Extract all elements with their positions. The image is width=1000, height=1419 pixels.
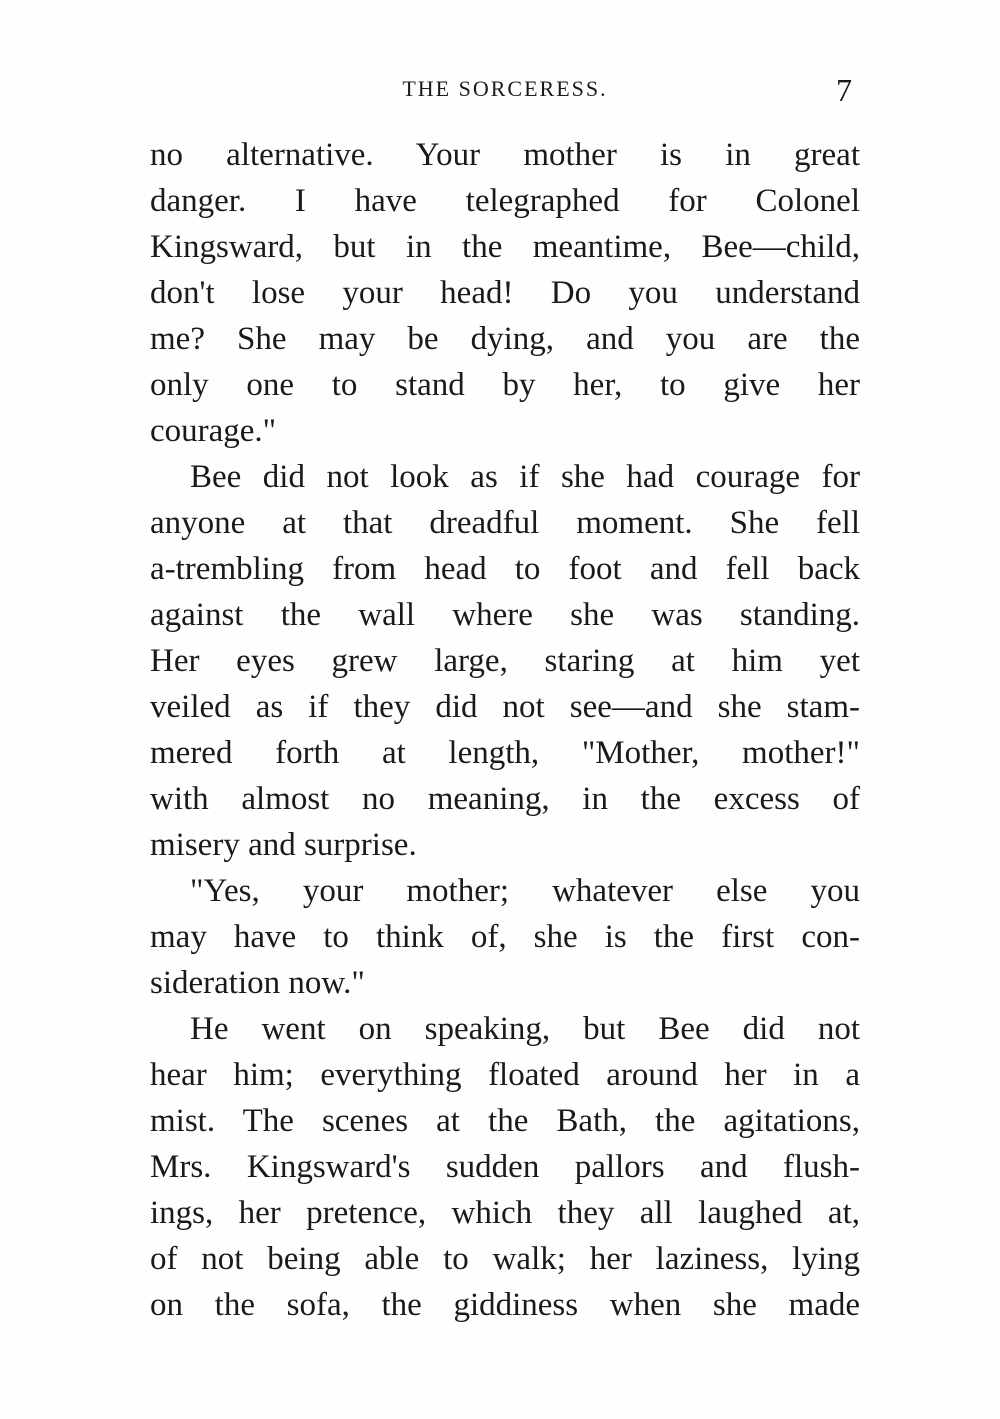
text-line: Her eyes grew large, staring at him yet [150, 643, 860, 679]
text-line: hear him; everything floated around her in a [150, 1057, 860, 1093]
text-line: Kingsward, but in the meantime, Bee—child, [150, 229, 860, 265]
running-head [150, 72, 860, 108]
text-line: "Yes, your mother; whatever else you [190, 873, 860, 909]
text-line: mered forth at length, "Mother, mother!" [150, 735, 860, 771]
text-line: misery and surprise. [150, 827, 417, 863]
text-line: with almost no meaning, in the excess of [150, 781, 860, 817]
text-line: me? She may be dying, and you are the [150, 321, 860, 357]
text-line: no alternative. Your mother is in great [150, 137, 860, 173]
text-line: only one to stand by her, to give her [150, 367, 860, 403]
text-line: on the sofa, the giddiness when she made [150, 1287, 860, 1323]
text-line: mist. The scenes at the Bath, the agitations, [150, 1103, 860, 1139]
text-line: a-trembling from head to foot and fell back [150, 551, 860, 587]
text-line: don't lose your head! Do you understand [150, 275, 860, 311]
text-line: against the wall where she was standing. [150, 597, 860, 633]
running-title: THE SORCERESS. [402, 76, 608, 101]
text-line: sideration now." [150, 965, 365, 1001]
text-line: of not being able to walk; her laziness, lying [150, 1241, 860, 1277]
text-line: veiled as if they did not see—and she stam- [150, 689, 860, 725]
text-line: Mrs. Kingsward's sudden pallors and flush- [150, 1149, 860, 1185]
text-line: He went on speaking, but Bee did not [190, 1011, 860, 1047]
text-line: Bee did not look as if she had courage for [190, 459, 860, 495]
text-line: may have to think of, she is the first con- [150, 919, 860, 955]
page-number: 7 [836, 72, 852, 108]
text-line: danger. I have telegraphed for Colonel [150, 183, 860, 219]
text-line: anyone at that dreadful moment. She fell [150, 505, 860, 541]
body-text [150, 132, 860, 1328]
text-line: ings, her pretence, which they all laughed at, [150, 1195, 860, 1231]
text-line: courage." [150, 413, 277, 449]
